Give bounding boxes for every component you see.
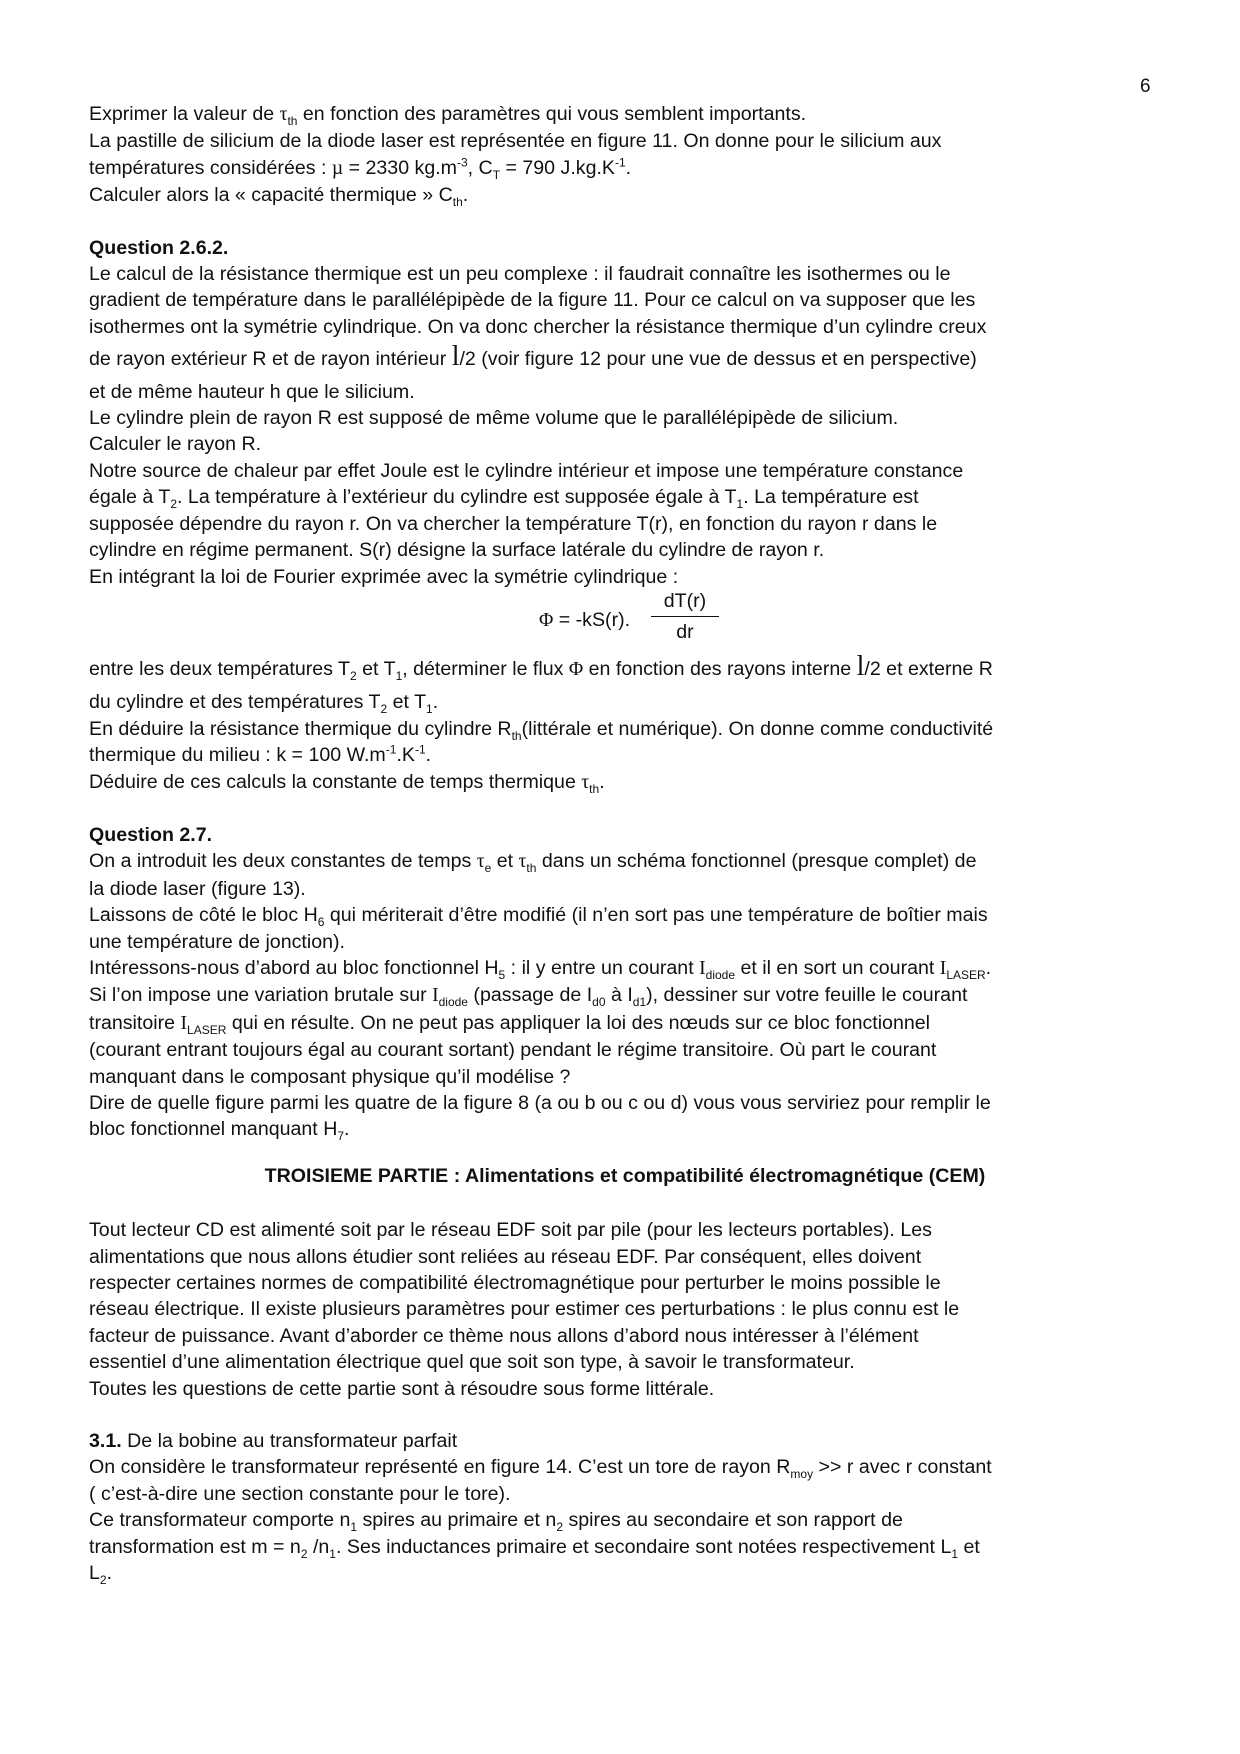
paragraph: Exprimer la valeur de $\tau_{th}$ en fonction des paramètres qui vous semblent importants. [89, 103, 807, 128]
text-line: bloc fonctionnel manquant $H_7$. [89, 1118, 350, 1144]
text-line: la diode laser (figure 13). [89, 877, 306, 900]
text-line: thermique du milieu : k = 100 $W.m^{-1}.K^{-1}$. [89, 742, 432, 767]
page-content [89, 101, 1161, 1587]
text-line: entre les deux températures $T_2$ et $T_1$, déterminer le flux Φ en fonction des rayons interne l/2 et externe R [89, 650, 993, 683]
text-line: En déduire la résistance thermique du cylindre $R_{th}(littérale$ et numérique). On donne comme conductivité [89, 717, 994, 743]
text-line: Notre source de chaleur par effet Joule est le cylindre intérieur et impose une température constance [89, 459, 964, 482]
part-3-heading: TROISIEME PARTIE : Alimentations et compatibilité électromagnétique (CEM) [264, 1164, 986, 1187]
text-line: essentiel d’une alimentation électrique quel que soit son type, à savoir le transformateur. [89, 1351, 855, 1374]
formula-numerator: dT(r) [651, 588, 719, 617]
text-line: réseau électrique. Il existe plusieurs paramètres pour estimer ces perturbations : le plus connu est le [89, 1298, 960, 1321]
text-line: une température de jonction). [89, 930, 345, 953]
text-line: supposée dépendre du rayon r. On va chercher la température T(r), en fonction du rayon r dans le [89, 512, 938, 535]
text-line: Si l’on impose une variation brutale sur $I_{diode}$ (passage de $I_{d0}$ à $I_{d1}$), dessiner sur votre feuille le courant [89, 984, 968, 1010]
formula-denominator: dr [676, 621, 694, 644]
text-line: Toutes les questions de cette partie sont à résoudre sous forme littérale. [89, 1377, 715, 1400]
text-line: Tout lecteur CD est alimenté soit par le réseau EDF soit par pile (pour les lecteurs portables). Les [89, 1219, 932, 1242]
text-line: Ce transformateur comporte $n_1$ spires au primaire et $n_2$ spires au secondaire et son rapport de [89, 1509, 903, 1535]
fourier-formula [89, 589, 1161, 646]
text-line: ( c’est-à-dire une section constante pour le tore). [89, 1482, 511, 1505]
text-line: transitoire $I_{LASER}$ qui en résulte. On ne peut pas appliquer la loi des nœuds sur ce bloc fonctionnel [89, 1011, 930, 1037]
text-line: Laissons de côté le bloc $H_6$ qui mériterait d’être modifié (il n’en sort pas une température de boîtier mais [89, 904, 988, 930]
paragraph: La pastille de silicium de la diode laser est représentée en figure 11. On donne pour le silicium aux [89, 130, 942, 153]
formula-fraction [651, 588, 719, 646]
question-2-6-2-heading: Question 2.6.2. [89, 236, 229, 259]
text-line: Le cylindre plein de rayon R est supposé de même volume que le parallélépipède de silicium. [89, 407, 899, 430]
paragraph: Calculer alors la « capacité thermique » $C_{th}$. [89, 184, 469, 210]
question-2-7-heading: Question 2.7. [89, 823, 213, 846]
text-line: de rayon extérieur R et de rayon intérieur l/2 (voir figure 12 pour une vue de dessus et en perspective) [89, 341, 977, 373]
text-line: On considère le transformateur représenté en figure 14. C’est un tore de rayon $R_{moy} >> r$ avec r constant [89, 1456, 992, 1482]
text-line: transformation est $m = n_2$ $/n_1$. Ses inductances primaire et secondaire sont notées respectivement $L_1$ et [89, 1535, 980, 1561]
text-line: et de même hauteur h que le silicium. [89, 380, 415, 403]
text-line: cylindre en régime permanent. S(r) désigne la surface latérale du cylindre de rayon r. [89, 539, 825, 562]
text-line: (courant entrant toujours égal au courant sortant) pendant le régime transitoire. Où part le courant [89, 1039, 937, 1062]
text-line: Déduire de ces calculs la constante de temps thermique $\tau_{th}$. [89, 770, 605, 796]
text-line: gradient de température dans le parallélépipède de la figure 11. Pour ce calcul on va supposer que les [89, 289, 976, 312]
text-line: alimentations que nous allons étudier sont reliées au réseau EDF. Par conséquent, elles doivent [89, 1245, 922, 1268]
text-line: Calculer le rayon R. [89, 433, 262, 456]
paragraph: températures considérées : µ = 2330 $kg.m^{-3}$, $C_T = 790$ $J.kg.K^{-1}$. [89, 155, 632, 182]
text-line: Dire de quelle figure parmi les quatre de la figure 8 (a ou b ou c ou d) vous vous serviriez pour remplir le [89, 1092, 991, 1114]
text-line: du cylindre et des températures $T_2$ et $T_1$. [89, 691, 439, 717]
text-line: manquant dans le composant physique qu’il modélise ? [89, 1065, 571, 1088]
text-line: respecter certaines normes de compatibilité électromagnétique pour perturber le moins possible le [89, 1272, 941, 1295]
text-line: Intéressons-nous d’abord au bloc fonctionnel $H_5$ : il y entre un courant $I_{diode}$ et il en sort un courant $I_{LASER}$. [89, 956, 992, 982]
text-line: égale à $T_2$. La température à l’extérieur du cylindre est supposée égale à $T_1$. La température est [89, 486, 919, 512]
text-line: isothermes ont la symétrie cylindrique. On va donc chercher la résistance thermique d’un cylindre creux [89, 315, 987, 338]
text-line: Le calcul de la résistance thermique est un peu complexe : il faudrait connaître les isothermes ou le [89, 263, 951, 286]
text-line: facteur de puissance. Avant d’aborder ce thème nous allons d’abord nous intéresser à l’élément [89, 1324, 919, 1347]
formula-lhs: Φ = -kS(r). [539, 608, 631, 631]
section-3-1-heading: 3.1. De la bobine au transformateur parfait [89, 1430, 458, 1453]
text-line: En intégrant la loi de Fourier exprimée avec la symétrie cylindrique : [89, 565, 679, 588]
page-number: 6 [1140, 76, 1151, 97]
text-line: On a introduit les deux constantes de temps $\tau_e$ et $\tau_{th}$ dans un schéma fonctionnel (presque complet) de [89, 850, 977, 876]
text-line: $L_2$. [89, 1562, 113, 1587]
